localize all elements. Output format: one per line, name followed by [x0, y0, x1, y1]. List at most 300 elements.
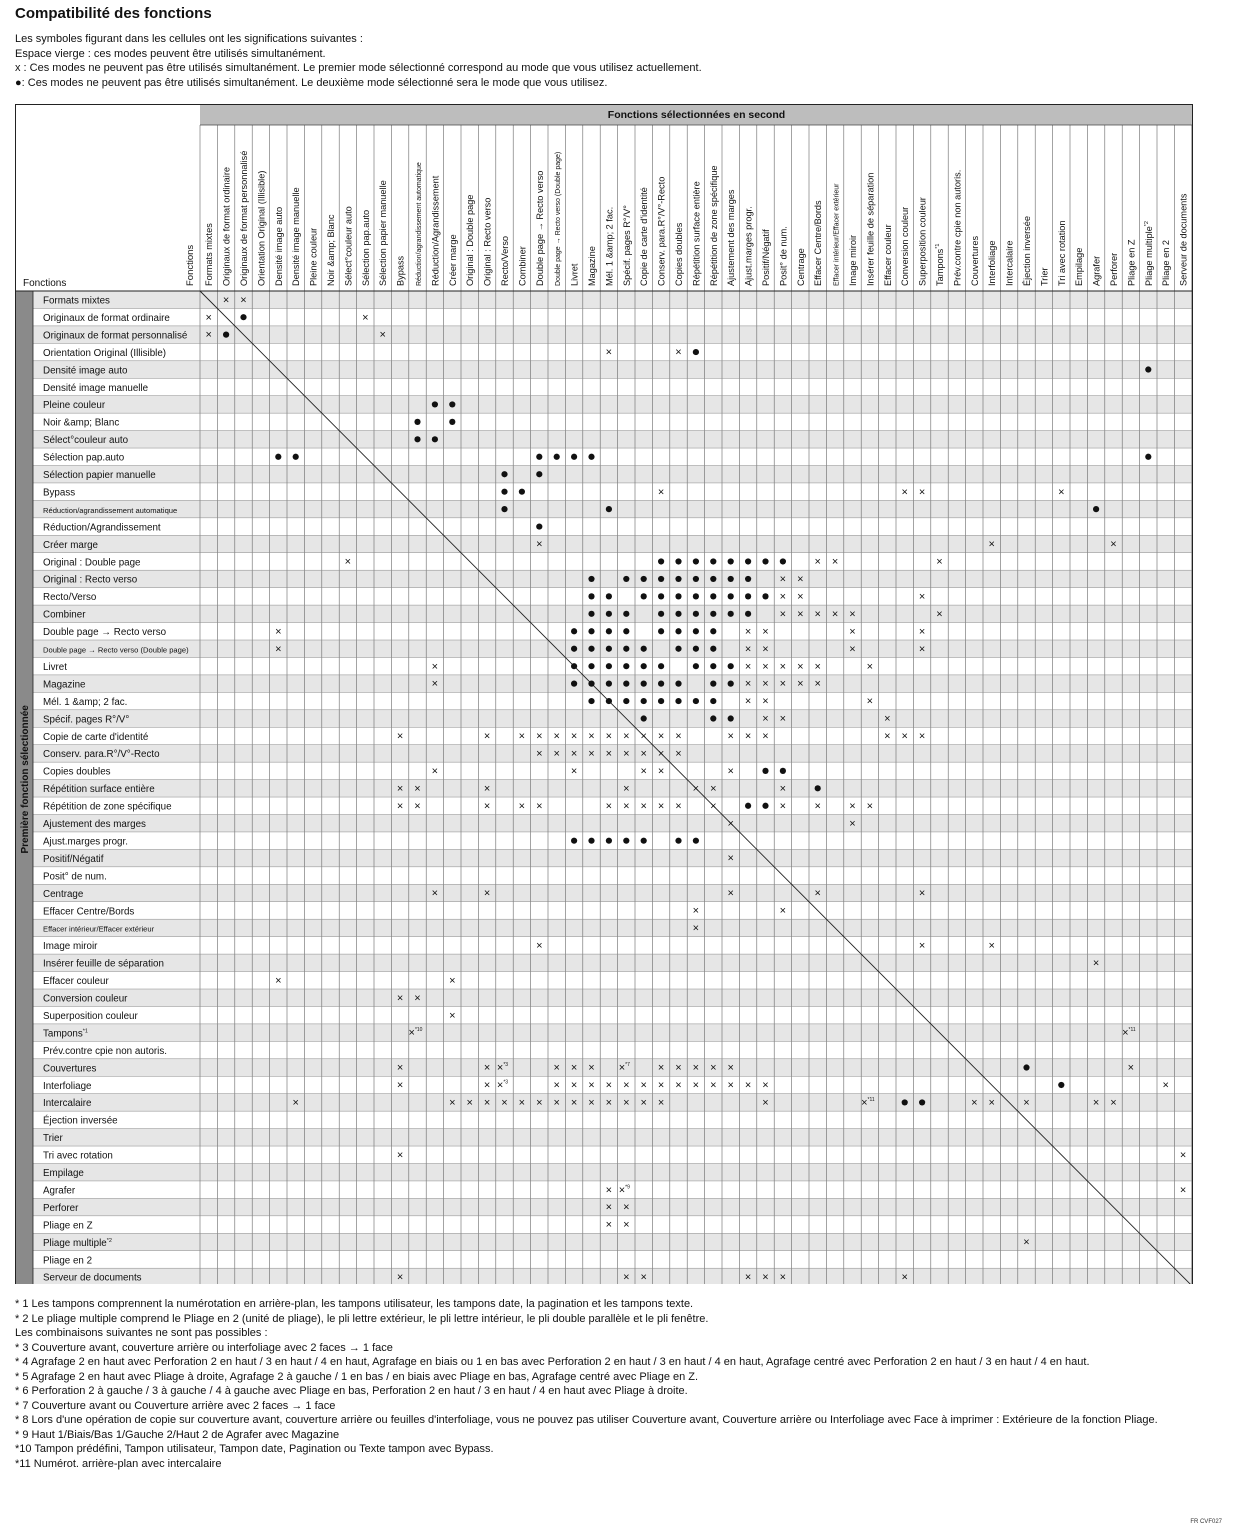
- row-shade: [33, 1129, 1193, 1146]
- incompatible-dot: [571, 646, 577, 652]
- incompatible-x: ×: [918, 887, 926, 900]
- incompatible-x: ×: [988, 939, 995, 952]
- incompatible-x: ×: [396, 992, 404, 1005]
- incompatible-x: ×: [779, 608, 787, 621]
- incompatible-x: ×: [570, 748, 578, 761]
- incompatible-dot: [815, 785, 821, 791]
- incompatible-dot: [728, 715, 734, 721]
- incompatible-x: ×: [779, 678, 787, 691]
- incompatible-x: ×: [675, 800, 682, 813]
- column-header: Couvertures: [969, 235, 980, 286]
- incompatible-dot: [919, 1099, 925, 1105]
- incompatible-dot: [641, 838, 647, 844]
- incompatible-x: ×: [762, 1271, 769, 1284]
- column-header: Interfoliage: [987, 240, 998, 286]
- incompatible-x: ×: [431, 765, 439, 778]
- incompatible-dot: [675, 628, 681, 634]
- incompatible-x: ×: [849, 643, 856, 656]
- row-header: Trier: [43, 1133, 63, 1145]
- incompatible-x: ×: [483, 800, 491, 813]
- row-header: Pliage en 2: [43, 1255, 93, 1267]
- row-shade: [33, 710, 1193, 727]
- incompatible-x: ×$^{*7}$: [618, 1062, 630, 1075]
- corner-column-label: Fonctions: [185, 244, 196, 286]
- row-shade: [33, 535, 1193, 552]
- incompatible-x: ×: [205, 311, 212, 324]
- row-header: Tampons$^{*1}$: [43, 1028, 88, 1040]
- incompatible-x: ×: [414, 800, 421, 813]
- incompatible-dot: [658, 593, 664, 599]
- incompatible-x: ×: [396, 1062, 404, 1075]
- column-header: Orientation Original (Illisible): [256, 170, 267, 286]
- incompatible-x: ×: [623, 1271, 630, 1284]
- footnote: *10 Tampon prédéfini, Tampon utilisateur, Tampon date, Pagination ou Texte tampon avec Bypass.: [15, 1443, 494, 1455]
- incompatible-x: ×: [657, 730, 665, 743]
- row-header: Noir &amp; Blanc: [43, 417, 120, 429]
- incompatible-dot: [693, 611, 699, 617]
- incompatible-x: ×: [762, 1079, 769, 1092]
- incompatible-x: ×: [431, 887, 439, 900]
- column-header: Serveur de documents: [1178, 193, 1189, 286]
- incompatible-x: ×: [1110, 538, 1117, 551]
- incompatible-x: ×: [866, 800, 874, 813]
- incompatible-x: ×: [449, 974, 456, 987]
- incompatible-x: ×: [762, 713, 769, 726]
- legend-line: Espace vierge : ces modes peuvent être utilisés simultanément.: [15, 47, 326, 60]
- incompatible-x: ×: [570, 1097, 578, 1110]
- incompatible-x: ×: [396, 1149, 404, 1162]
- incompatible-x: ×: [623, 1097, 630, 1110]
- incompatible-x: ×: [918, 625, 926, 638]
- row-header: Effacer intérieur/Effacer extérieur: [43, 924, 155, 934]
- incompatible-dot: [641, 593, 647, 599]
- column-header: Tri avec rotation: [1056, 220, 1067, 286]
- incompatible-dot: [728, 663, 734, 669]
- incompatible-x: ×: [431, 678, 439, 691]
- incompatible-x: ×: [275, 974, 282, 987]
- row-shade: [33, 780, 1193, 797]
- footnote: * 7 Couverture avant ou Couverture arrière avec 2 faces → 1 face: [15, 1399, 336, 1412]
- row-header: Copie de carte d'identité: [43, 731, 149, 743]
- row-shade: [33, 1059, 1193, 1076]
- side-header: Première fonction sélectionnée: [20, 705, 31, 854]
- row-header: Orientation Original (Illisible): [43, 347, 167, 359]
- incompatible-x: ×: [727, 887, 734, 900]
- incompatible-x: ×: [396, 800, 404, 813]
- incompatible-x: ×: [640, 1097, 647, 1110]
- incompatible-x: ×: [570, 1062, 578, 1075]
- incompatible-x: ×: [849, 625, 856, 638]
- incompatible-x: ×: [901, 486, 908, 499]
- incompatible-x: ×: [831, 608, 839, 621]
- incompatible-x: ×: [727, 730, 734, 743]
- incompatible-dot: [710, 715, 716, 721]
- incompatible-dot: [728, 593, 734, 599]
- incompatible-x: ×: [849, 800, 856, 813]
- incompatible-x: ×: [570, 730, 578, 743]
- incompatible-x: ×$^{*11}$: [861, 1097, 875, 1110]
- incompatible-dot: [693, 698, 699, 704]
- incompatible-x: ×: [762, 730, 769, 743]
- incompatible-x: ×$^{*9}$: [618, 1184, 630, 1197]
- incompatible-dot: [1023, 1064, 1029, 1070]
- incompatible-dot: [780, 768, 786, 774]
- incompatible-x: ×: [1058, 486, 1065, 499]
- incompatible-x: ×: [605, 1201, 613, 1214]
- column-header: Bypass: [395, 255, 406, 286]
- incompatible-x: ×: [866, 695, 874, 708]
- row-header: Réduction/agrandissement automatique: [43, 505, 178, 515]
- column-header: Empilage: [1074, 247, 1085, 286]
- incompatible-dot: [745, 611, 751, 617]
- incompatible-dot: [658, 681, 664, 687]
- row-shade: [33, 361, 1193, 378]
- incompatible-x: ×: [483, 1079, 491, 1092]
- row-header: Positif/Négatif: [43, 853, 104, 865]
- incompatible-dot: [641, 681, 647, 687]
- incompatible-x: ×: [744, 695, 752, 708]
- footnote: *11 Numérot. arrière-plan avec intercalaire: [15, 1457, 222, 1470]
- incompatible-x: ×: [710, 1079, 717, 1092]
- incompatible-x: ×: [657, 1062, 665, 1075]
- incompatible-x: ×: [744, 1271, 752, 1284]
- row-shade: [33, 989, 1193, 1006]
- row-header: Formats mixtes: [43, 295, 110, 307]
- column-header: Combiner: [517, 246, 528, 286]
- incompatible-x: ×: [918, 939, 926, 952]
- incompatible-x: ×: [536, 1097, 543, 1110]
- incompatible-x: ×: [536, 800, 543, 813]
- incompatible-x: ×: [675, 730, 682, 743]
- incompatible-x: ×: [657, 1079, 665, 1092]
- column-header: Effacer intérieur/Effacer extérieur: [833, 183, 841, 286]
- incompatible-x: ×: [762, 643, 769, 656]
- incompatible-dot: [1145, 454, 1151, 460]
- column-header: Éjection inversée: [1022, 216, 1032, 286]
- row-header: Conserv. para.R°/V°-Recto: [43, 749, 160, 761]
- column-header: Centrage: [795, 248, 806, 286]
- incompatible-x: ×: [657, 800, 665, 813]
- incompatible-x: ×: [1023, 1236, 1030, 1249]
- row-shade: [33, 1094, 1193, 1111]
- incompatible-dot: [588, 838, 594, 844]
- footnote: * 2 Le pliage multiple comprend le Pliage en 2 (unité de pliage), le pli lettre extérieur, le pli lettre intérieur, le pli double parallèle et le pli fenêtre.: [15, 1312, 709, 1325]
- row-shade: [33, 570, 1193, 587]
- incompatible-x: ×: [623, 800, 630, 813]
- incompatible-dot: [536, 471, 542, 477]
- incompatible-x: ×: [797, 660, 804, 673]
- incompatible-dot: [1145, 366, 1151, 372]
- row-header: Double page → Recto verso (Double page): [43, 645, 189, 655]
- incompatible-x: ×: [553, 1079, 560, 1092]
- incompatible-x: ×: [605, 800, 613, 813]
- row-header: Intercalaire: [43, 1098, 92, 1110]
- incompatible-x: ×: [692, 782, 700, 795]
- column-header: Pleine couleur: [308, 227, 319, 286]
- column-header: Effacer Centre/Bords: [813, 200, 824, 286]
- incompatible-x: ×: [518, 800, 526, 813]
- incompatible-dot: [606, 628, 612, 634]
- incompatible-x: ×: [553, 1097, 560, 1110]
- row-header: Agrafer: [43, 1185, 76, 1197]
- column-header: Posit° de num.: [778, 226, 789, 286]
- incompatible-x: ×: [605, 1097, 613, 1110]
- incompatible-x: ×: [814, 678, 821, 691]
- incompatible-dot: [693, 558, 699, 564]
- incompatible-x: ×: [971, 1097, 978, 1110]
- incompatible-x: ×: [692, 1062, 700, 1075]
- row-header: Posit° de num.: [43, 871, 107, 883]
- incompatible-x: ×: [779, 590, 787, 603]
- incompatible-x: ×: [710, 1062, 717, 1075]
- incompatible-x: ×: [814, 887, 821, 900]
- incompatible-x: ×: [918, 643, 926, 656]
- column-header: Recto/Verso: [500, 235, 510, 286]
- incompatible-dot: [658, 611, 664, 617]
- incompatible-dot: [675, 558, 681, 564]
- incompatible-dot: [728, 558, 734, 564]
- incompatible-x: ×: [744, 678, 752, 691]
- incompatible-dot: [432, 436, 438, 442]
- row-header: Insérer feuille de séparation: [43, 958, 164, 970]
- incompatible-x: ×: [553, 730, 560, 743]
- incompatible-dot: [693, 663, 699, 669]
- incompatible-dot: [588, 646, 594, 652]
- incompatible-x: ×: [396, 730, 404, 743]
- incompatible-x: ×: [449, 1009, 456, 1022]
- incompatible-dot: [762, 803, 768, 809]
- footnote: Les combinaisons suivantes ne sont pas possibles :: [15, 1327, 268, 1339]
- row-header: Original : Double page: [43, 557, 141, 569]
- incompatible-dot: [588, 454, 594, 460]
- incompatible-x: ×: [536, 538, 543, 551]
- incompatible-x: ×: [605, 1219, 613, 1232]
- incompatible-x: ×: [1127, 1062, 1135, 1075]
- column-header: Insérer feuille de séparation: [865, 172, 876, 286]
- incompatible-x: ×: [918, 486, 926, 499]
- incompatible-dot: [588, 663, 594, 669]
- row-shade: [33, 849, 1193, 866]
- incompatible-x: ×: [588, 748, 595, 761]
- incompatible-dot: [536, 523, 542, 529]
- row-header: Créer marge: [43, 539, 98, 551]
- incompatible-x: ×: [536, 748, 543, 761]
- legend-line: Les symboles figurant dans les cellules ont les significations suivantes :: [15, 33, 363, 45]
- incompatible-x: ×: [884, 730, 891, 743]
- incompatible-x: ×: [692, 905, 700, 918]
- incompatible-dot: [501, 506, 507, 512]
- column-header: Conserv. para.R°/V°-Recto: [656, 176, 667, 286]
- incompatible-dot: [240, 314, 246, 320]
- column-header: Perforer: [1109, 252, 1119, 286]
- incompatible-x: ×: [779, 713, 787, 726]
- incompatible-x: ×: [588, 1079, 595, 1092]
- incompatible-x: ×: [918, 590, 926, 603]
- row-shade: [33, 954, 1193, 971]
- incompatible-x: ×: [849, 608, 856, 621]
- incompatible-x: ×$^{*10}$: [408, 1027, 423, 1040]
- incompatible-x: ×: [936, 608, 943, 621]
- incompatible-x: ×: [501, 1097, 508, 1110]
- incompatible-x: ×: [657, 1097, 665, 1110]
- page-title: Compatibilité des fonctions: [15, 5, 212, 22]
- incompatible-x: ×: [779, 1271, 787, 1284]
- incompatible-dot: [449, 419, 455, 425]
- incompatible-dot: [745, 558, 751, 564]
- incompatible-dot: [606, 506, 612, 512]
- column-header: Ajustement des marges: [726, 189, 737, 286]
- incompatible-dot: [693, 628, 699, 634]
- incompatible-x: ×: [727, 765, 734, 778]
- column-header: Intercalaire: [1004, 240, 1015, 286]
- column-header: Spécif. pages R°/V°: [621, 205, 632, 286]
- incompatible-x: ×: [396, 782, 404, 795]
- incompatible-x: ×: [605, 730, 613, 743]
- incompatible-x: ×: [901, 730, 908, 743]
- incompatible-x: ×: [988, 538, 995, 551]
- column-header: Image miroir: [848, 234, 858, 286]
- incompatible-x: ×: [762, 695, 769, 708]
- incompatible-dot: [762, 593, 768, 599]
- row-shade: [33, 884, 1193, 901]
- row-header: Superposition couleur: [43, 1010, 138, 1022]
- incompatible-x: ×: [797, 573, 804, 586]
- incompatible-x: ×: [710, 782, 717, 795]
- incompatible-dot: [641, 698, 647, 704]
- incompatible-x: ×: [710, 800, 717, 813]
- legend-line: x : Ces modes ne peuvent pas être utilisés simultanément. Le premier mode sélectionné correspond au mode que vous utilisez actuellement.: [15, 62, 702, 74]
- incompatible-x: ×: [675, 1079, 682, 1092]
- incompatible-dot: [501, 471, 507, 477]
- incompatible-dot: [1058, 1082, 1064, 1088]
- incompatible-x: ×: [692, 922, 700, 935]
- column-header: Formats mixtes: [204, 223, 215, 286]
- incompatible-dot: [762, 558, 768, 564]
- incompatible-dot: [728, 611, 734, 617]
- page-code: FR CVF027: [1190, 1519, 1222, 1525]
- incompatible-x: ×: [449, 1097, 456, 1110]
- column-header: Réduction/Agrandissement: [430, 175, 441, 286]
- incompatible-dot: [710, 611, 716, 617]
- incompatible-dot: [1093, 506, 1099, 512]
- incompatible-x: ×: [483, 782, 491, 795]
- column-header: Agrafer: [1091, 255, 1102, 286]
- incompatible-dot: [623, 838, 629, 844]
- column-header: Réduction/agrandissement automatique: [416, 162, 423, 286]
- incompatible-dot: [554, 454, 560, 460]
- incompatible-x: ×: [414, 992, 421, 1005]
- incompatible-dot: [432, 401, 438, 407]
- compatibility-table: [15, 104, 1193, 1284]
- incompatible-x: ×: [483, 887, 491, 900]
- row-header: Magazine: [43, 679, 86, 691]
- incompatible-x: ×: [849, 817, 856, 830]
- incompatible-dot: [693, 838, 699, 844]
- footnote: * 3 Couverture avant, couverture arrière ou interfoliage avec 2 faces → 1 face: [15, 1341, 393, 1354]
- incompatible-x: ×: [553, 748, 560, 761]
- incompatible-x: ×: [588, 1097, 595, 1110]
- column-header: Mél. 1 &amp; 2 fac.: [604, 206, 615, 286]
- incompatible-x: ×: [831, 556, 839, 569]
- incompatible-x: ×: [553, 1062, 560, 1075]
- footnote: * 4 Agrafage 2 en haut avec Perforation 2 en haut / 3 en haut / 4 en haut, Agrafage en biais ou 1 en bas avec Perforation 2 en haut / 3 en haut / 4 en haut, Agrafage centré avec Perforation 2 en haut / 3 en haut / 4 en haut.: [15, 1356, 1090, 1368]
- incompatible-dot: [693, 646, 699, 652]
- incompatible-dot: [675, 576, 681, 582]
- incompatible-dot: [223, 332, 229, 338]
- incompatible-x: ×: [483, 730, 491, 743]
- incompatible-x: ×: [779, 660, 787, 673]
- row-header: Serveur de documents: [43, 1272, 142, 1284]
- incompatible-dot: [588, 576, 594, 582]
- row-shade: [33, 396, 1193, 413]
- incompatible-dot: [658, 558, 664, 564]
- incompatible-x: ×: [605, 1079, 613, 1092]
- incompatible-x: ×: [344, 556, 352, 569]
- incompatible-x: ×: [675, 748, 682, 761]
- incompatible-x: ×: [814, 556, 821, 569]
- row-header: Image miroir: [43, 941, 98, 953]
- row-shade: [33, 431, 1193, 448]
- incompatible-dot: [623, 646, 629, 652]
- incompatible-dot: [588, 628, 594, 634]
- incompatible-dot: [571, 838, 577, 844]
- incompatible-x: ×: [762, 660, 769, 673]
- incompatible-x: ×: [414, 782, 421, 795]
- incompatible-dot: [675, 698, 681, 704]
- footnote: * 1 Les tampons comprennent la numérotation en arrière-plan, les tampons utilisateur, les tampons date, la pagination et les tampons texte.: [15, 1298, 694, 1310]
- column-header: Livret: [569, 263, 580, 286]
- incompatible-x: ×: [588, 1062, 595, 1075]
- incompatible-dot: [675, 681, 681, 687]
- incompatible-dot: [623, 628, 629, 634]
- row-header: Original : Recto verso: [43, 574, 138, 586]
- incompatible-x: ×: [379, 329, 386, 342]
- incompatible-x: ×: [640, 730, 647, 743]
- incompatible-x: ×: [1179, 1184, 1187, 1197]
- incompatible-x: ×: [536, 730, 543, 743]
- incompatible-x: ×: [779, 800, 787, 813]
- column-header: Originaux de format ordinaire: [221, 167, 232, 286]
- incompatible-dot: [658, 628, 664, 634]
- row-shade: [33, 1233, 1193, 1250]
- incompatible-x: ×$^{*11}$: [1122, 1027, 1136, 1040]
- column-header: Prév.contre cpie non autoris.: [952, 169, 963, 286]
- column-header: Noir &amp; Blanc: [326, 214, 336, 286]
- row-header: Effacer couleur: [43, 976, 109, 988]
- footnotes: [15, 1297, 1158, 1471]
- footnote: * 5 Agrafage 2 en haut avec Pliage à droite, Agrafage 2 à gauche / 1 en bas / en biais avec Pliage en bas, Agrafage centré avec Pliage en Z.: [15, 1370, 699, 1383]
- row-header: Originaux de format ordinaire: [43, 312, 170, 324]
- incompatible-x: ×: [1179, 1149, 1187, 1162]
- incompatible-dot: [606, 611, 612, 617]
- row-header: Perforer: [43, 1202, 79, 1214]
- incompatible-dot: [501, 489, 507, 495]
- row-shade: [33, 605, 1193, 622]
- incompatible-dot: [658, 576, 664, 582]
- incompatible-dot: [588, 611, 594, 617]
- row-header: Densité image auto: [43, 365, 128, 377]
- incompatible-dot: [641, 663, 647, 669]
- incompatible-dot: [658, 698, 664, 704]
- column-header: Pliage en Z: [1126, 239, 1137, 286]
- incompatible-x: ×: [1110, 1097, 1117, 1110]
- row-shade: [33, 466, 1193, 483]
- row-header: Interfoliage: [43, 1080, 92, 1092]
- incompatible-x: ×: [901, 1271, 908, 1284]
- incompatible-x: ×: [814, 800, 821, 813]
- row-header: Spécif. pages R°/V°: [43, 714, 130, 726]
- incompatible-dot: [571, 663, 577, 669]
